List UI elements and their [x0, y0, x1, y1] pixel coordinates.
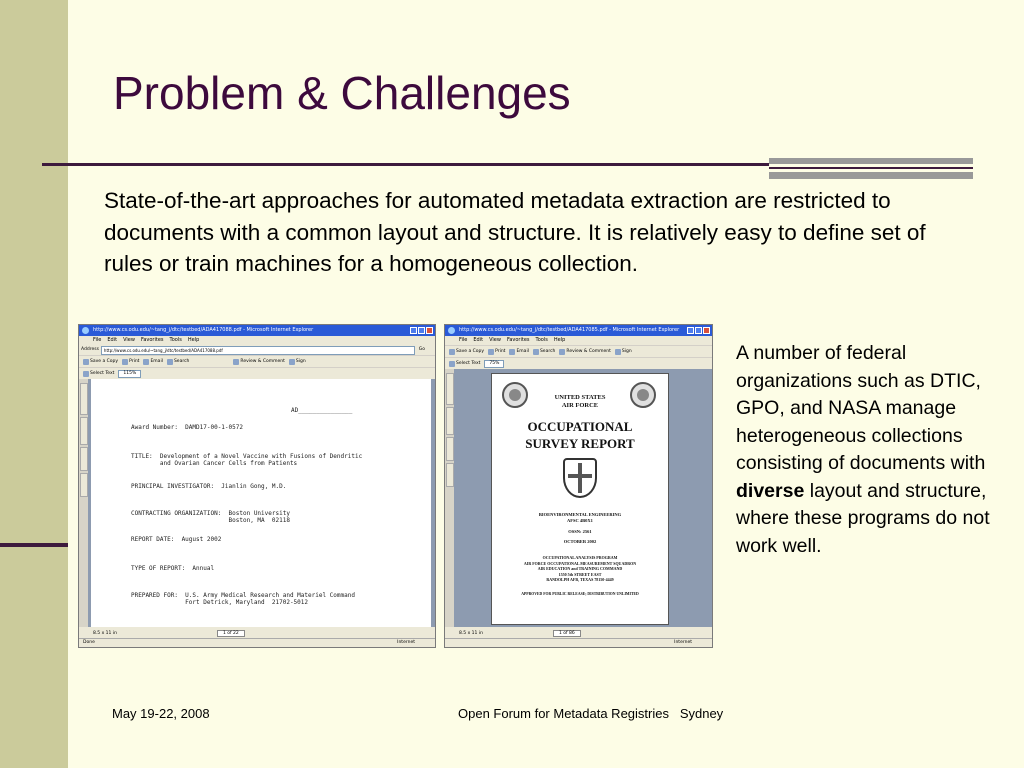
- save-icon: [449, 349, 455, 355]
- left-decorative-bar: [0, 0, 68, 768]
- footer-event: Open Forum for Metadata Registries Sydney: [458, 706, 724, 721]
- print-button[interactable]: [122, 359, 139, 365]
- menu-file[interactable]: File: [459, 337, 468, 343]
- menu-tools[interactable]: Tools: [535, 337, 548, 343]
- side-text-part2: layout and structure, where these programs do not work well.: [736, 479, 990, 557]
- left-accent-line: [0, 543, 68, 547]
- pages-tab[interactable]: [80, 473, 88, 497]
- zone-text: Internet: [397, 640, 415, 645]
- menu-bar: [445, 336, 712, 345]
- layers-tab[interactable]: [80, 447, 88, 471]
- email-button[interactable]: [143, 359, 163, 365]
- ie-icon: [448, 327, 455, 334]
- maximize-icon[interactable]: [695, 327, 702, 334]
- save-copy-button[interactable]: [83, 359, 118, 365]
- layers-tab[interactable]: [446, 437, 454, 461]
- email-label: Email: [516, 349, 529, 354]
- sign-button[interactable]: [289, 359, 306, 365]
- sign-icon: [289, 359, 295, 365]
- print-label: Print: [495, 349, 506, 354]
- review-label: Review & Comment: [240, 359, 285, 364]
- page-counter[interactable]: 1 of 86: [553, 630, 581, 637]
- screenshot-left: [78, 324, 436, 648]
- zone-text: Internet: [674, 640, 692, 645]
- pdf-investigator-line: PRINCIPAL INVESTIGATOR: Jianlin Gong, M.D.: [131, 483, 287, 490]
- side-tabs: [445, 369, 454, 627]
- rule-accent-block: [769, 158, 973, 164]
- close-icon[interactable]: [703, 327, 710, 334]
- pdf-prepared-line2: Fort Detrick, Maryland 21702-5012: [131, 599, 309, 606]
- side-tabs: [79, 379, 88, 627]
- go-button[interactable]: Go: [418, 347, 425, 352]
- bookmarks-tab[interactable]: [446, 373, 454, 405]
- pdf-toolbar: [79, 355, 435, 367]
- zoom-select[interactable]: 115%: [118, 370, 141, 378]
- program-line: RANDOLPH AFB, TEXAS 78150-4449: [546, 577, 614, 582]
- signatures-tab[interactable]: [80, 417, 88, 445]
- pdf-award-line: Award Number: DAMD17-00-1-0572: [131, 424, 243, 431]
- window-titlebar: [445, 325, 712, 336]
- signatures-tab[interactable]: [446, 407, 454, 435]
- page-counter[interactable]: 1 of 22: [217, 630, 245, 637]
- review-comment-button[interactable]: [559, 349, 610, 355]
- status-text: Done: [83, 640, 95, 645]
- search-button[interactable]: [167, 359, 189, 365]
- program-line: OCCUPATIONAL ANALYSIS PROGRAM: [542, 555, 618, 560]
- slide-title: Problem & Challenges: [113, 67, 571, 119]
- sign-icon: [615, 349, 621, 355]
- email-label: Email: [150, 359, 163, 364]
- specialty-line: BIOENVIRONMENTAL ENGINEERING: [538, 512, 622, 517]
- footer-date: May 19-22, 2008: [112, 706, 210, 721]
- pdf-type-line: TYPE OF REPORT: Annual: [131, 565, 215, 572]
- save-copy-button[interactable]: [449, 349, 484, 355]
- page-nav-bar: [445, 628, 712, 638]
- menu-file[interactable]: File: [93, 337, 102, 343]
- window-title: http://www.cs.odu.edu/~tang_j/dtc/testbed/ADA417088.pdf - Microsoft Internet Explorer: [93, 327, 314, 333]
- program-line: AIR EDUCATION and TRAINING COMMAND: [537, 566, 623, 571]
- shield-emblem-icon: [563, 458, 597, 498]
- review-label: Review & Comment: [566, 349, 611, 354]
- ie-icon: [82, 327, 89, 334]
- menu-favorites[interactable]: Favorites: [140, 337, 164, 343]
- sign-label: Sign: [295, 359, 306, 364]
- review-comment-button[interactable]: [233, 359, 284, 365]
- search-label: Search: [539, 349, 556, 354]
- status-bar: [79, 638, 435, 647]
- pages-tab[interactable]: [446, 463, 454, 487]
- pdf-date-line: REPORT DATE: August 2002: [131, 536, 222, 543]
- page-size-label: 8.5 x 11 in: [459, 630, 483, 636]
- pdf-page: [491, 373, 669, 625]
- program-line: 1550 5th STREET EAST: [558, 571, 602, 577]
- program-line: AIR FORCE OCCUPATIONAL MEASUREMENT SQUADRON: [523, 560, 637, 566]
- select-text-button[interactable]: [83, 371, 114, 377]
- pdf-title-line: TITLE: Development of a Novel Vaccine with Fusions of Dendritic: [131, 453, 363, 460]
- print-button[interactable]: [488, 349, 505, 355]
- minimize-icon[interactable]: [410, 327, 417, 334]
- release-line: APPROVED FOR PUBLIC RELEASE; DISTRIBUTION UNLIMITED: [521, 592, 639, 596]
- org-line1: UNITED STATES: [554, 394, 606, 401]
- select-text-icon: [83, 371, 89, 377]
- org-line2: AIR FORCE: [561, 402, 599, 409]
- save-copy-label: Save a Copy: [90, 359, 119, 364]
- rule-accent-block: [769, 172, 973, 179]
- search-button[interactable]: [533, 349, 555, 355]
- menu-view[interactable]: View: [489, 337, 501, 343]
- rule-accent-line: [769, 167, 973, 169]
- window-titlebar: [79, 325, 435, 336]
- page-size-label: 8.5 x 11 in: [93, 630, 117, 636]
- email-icon: [509, 349, 515, 355]
- report-title-line2: SURVEY REPORT: [525, 436, 635, 451]
- menu-bar: [79, 336, 435, 345]
- pdf-prepared-line: PREPARED FOR: U.S. Army Medical Research and Materiel Command: [131, 592, 355, 599]
- save-icon: [83, 359, 89, 365]
- pdf-title-line2: and Ovarian Cancer Cells from Patients: [131, 460, 298, 467]
- status-bar: [445, 638, 712, 647]
- menu-edit[interactable]: Edit: [107, 337, 118, 343]
- select-text-button[interactable]: [449, 361, 480, 367]
- search-label: Search: [173, 359, 190, 364]
- pdf-page: [91, 379, 431, 627]
- address-field[interactable]: http://www.cs.odu.edu/~tang_j/dtc/testbed/ADA417088.pdf: [101, 346, 415, 355]
- afsc-line: AFSC 4B0X1: [567, 518, 593, 523]
- sign-label: Sign: [621, 349, 632, 354]
- ossn-line: OSSN: 2561: [568, 529, 592, 534]
- document-pane: [445, 369, 712, 627]
- menu-favorites[interactable]: Favorites: [506, 337, 530, 343]
- print-label: Print: [129, 359, 140, 364]
- page-nav-bar: [79, 628, 435, 638]
- title-rule: [42, 163, 769, 166]
- side-text-part1: A number of federal organizations such as DTIC, GPO, and NASA manage heterogeneous collections consisting of documents with: [736, 342, 986, 474]
- pdf-toolbar: [445, 345, 712, 357]
- email-button[interactable]: [509, 349, 529, 355]
- email-icon: [143, 359, 149, 365]
- search-icon: [533, 349, 539, 355]
- close-icon[interactable]: [426, 327, 433, 334]
- comment-icon: [233, 359, 239, 365]
- print-icon: [122, 359, 128, 365]
- maximize-icon[interactable]: [418, 327, 425, 334]
- report-title-line1: OCCUPATIONAL: [527, 419, 633, 434]
- pdf-ad-line: AD_______________: [291, 407, 353, 414]
- side-text-bold: diverse: [736, 479, 805, 502]
- select-text-label: Select Text: [456, 361, 481, 366]
- comment-icon: [559, 349, 565, 355]
- pdf-org-line: CONTRACTING ORGANIZATION: Boston University: [131, 510, 290, 517]
- print-icon: [488, 349, 494, 355]
- minimize-icon[interactable]: [687, 327, 694, 334]
- menu-tools[interactable]: Tools: [169, 337, 182, 343]
- menu-view[interactable]: View: [123, 337, 135, 343]
- bookmarks-tab[interactable]: [80, 383, 88, 415]
- side-paragraph: [736, 340, 1016, 560]
- pdf-toolbar-2: [445, 357, 712, 369]
- address-label: Address: [81, 347, 99, 352]
- zoom-select[interactable]: 75%: [484, 360, 504, 368]
- address-bar: [79, 345, 435, 355]
- select-text-icon: [449, 361, 455, 367]
- menu-help[interactable]: Help: [553, 337, 566, 343]
- menu-edit[interactable]: Edit: [473, 337, 484, 343]
- body-paragraph: State-of-the-art approaches for automated metadata extraction are restricted to documents with a common layout and structure. It is relatively easy to define set of rules or train machines for a homogeneous collection.: [104, 188, 926, 276]
- menu-help[interactable]: Help: [187, 337, 200, 343]
- screenshot-right: [444, 324, 713, 648]
- window-title: http://www.cs.odu.edu/~tang_j/dtc/testbed/ADA417085.pdf - Microsoft Internet Explorer: [459, 327, 680, 333]
- document-pane: [79, 379, 435, 627]
- sign-button[interactable]: [615, 349, 632, 355]
- save-copy-label: Save a Copy: [456, 349, 485, 354]
- pdf-toolbar-2: [79, 367, 435, 379]
- pdf-org-line2: Boston, MA 02118: [131, 517, 290, 524]
- search-icon: [167, 359, 173, 365]
- select-text-label: Select Text: [90, 371, 115, 376]
- date-line: OCTOBER 2002: [563, 539, 597, 544]
